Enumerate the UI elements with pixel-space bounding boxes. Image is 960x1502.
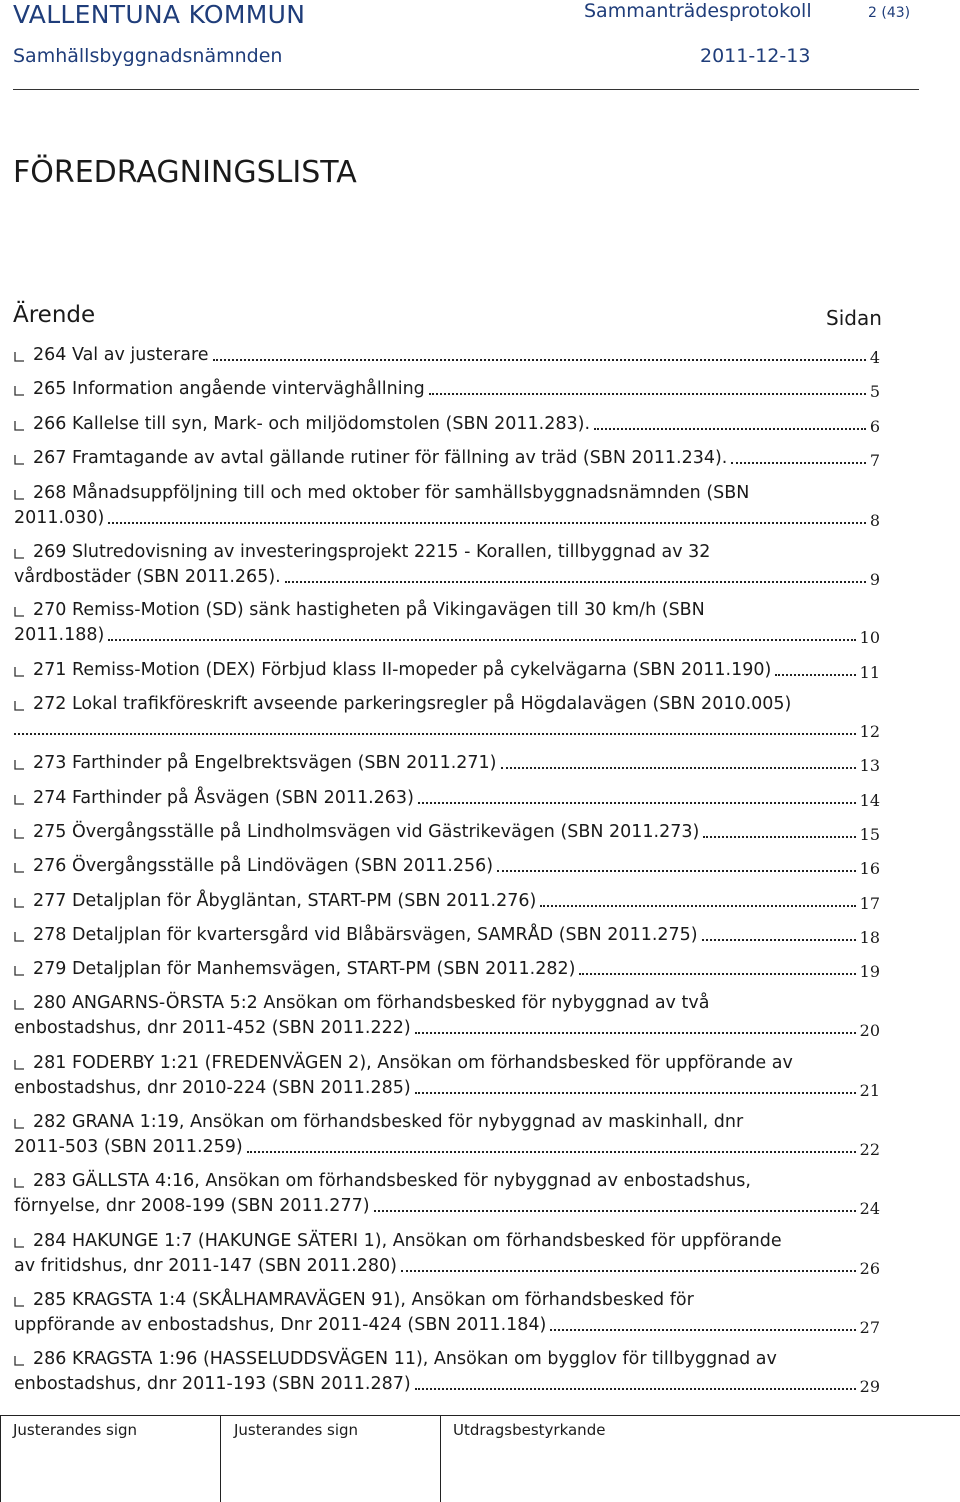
list-marker-icon [14,999,25,1010]
agenda-item-page: 5 [869,382,880,401]
agenda-item-title-continued: av fritidshus, dnr 2011-147 (SBN 2011.280) [14,1256,397,1276]
agenda-item[interactable] [14,853,880,879]
page-column-heading: Sidan [826,306,882,330]
agenda-item[interactable] [14,445,880,471]
list-marker-icon [14,351,25,362]
agenda-item-title: 269 Slutredovisning av investeringsprojekt 2215 - Korallen, tillbyggnad av 32 [33,542,711,562]
footer-divider [0,1415,960,1416]
agenda-item[interactable] [14,750,880,776]
agenda-item-title: 267 Framtagande av avtal gällande rutiner för fällning av träd (SBN 2011.234). [33,448,728,468]
list-marker-icon [14,454,25,465]
organization-name: VALLENTUNA KOMMUN [13,0,306,29]
agenda-item-page: 13 [859,756,880,775]
dot-leader [108,522,866,524]
agenda-item-page: 7 [869,451,880,470]
agenda-item-title: 282 GRANA 1:19, Ansökan om förhandsbesked för nybyggnad av maskinhall, dnr [33,1112,744,1132]
agenda-item-title-continued: 2011.030) [14,508,105,528]
list-marker-icon [14,666,25,677]
page-title: FÖREDRAGNINGSLISTA [13,155,357,190]
agenda-item[interactable] [14,819,880,845]
agenda-item-page: 17 [859,894,880,913]
extract-certification-label: Utdragsbestyrkande [453,1421,606,1439]
agenda-item-title-continued: uppförande av enbostadshus, Dnr 2011-424 (SBN 2011.184) [14,1315,547,1335]
dot-leader [497,870,856,872]
list-marker-icon [14,1177,25,1188]
list-marker-icon [14,606,25,617]
list-marker-icon [14,385,25,396]
dot-leader [429,393,866,395]
agenda-item[interactable] [14,1109,880,1161]
board-name: Samhällsbyggnadsnämnden [13,45,283,67]
dot-leader [374,1210,856,1212]
dot-leader [702,939,856,941]
list-marker-icon [14,1355,25,1366]
agenda-item-title: 264 Val av justerare [33,345,209,365]
list-marker-icon [14,1118,25,1129]
agenda-item-page: 6 [869,417,880,436]
agenda-item-title-continued: enbostadshus, dnr 2010-224 (SBN 2011.285) [14,1078,411,1098]
header-divider [13,89,919,90]
agenda-item-page: 22 [859,1140,880,1159]
footer-cell [0,1415,1,1502]
agenda-item-page: 4 [869,348,880,367]
agenda-item-title: 278 Detaljplan för kvartersgård vid Blåbärsvägen, SAMRÅD (SBN 2011.275) [33,925,698,945]
agenda-item-page: 20 [859,1021,880,1040]
agenda-item[interactable] [14,922,880,948]
document-type: Sammanträdesprotokoll [584,0,812,22]
agenda-item[interactable] [14,956,880,982]
dot-leader [415,1092,856,1094]
agenda-item-title-continued: förnyelse, dnr 2008-199 (SBN 2011.277) [14,1196,370,1216]
footer-cell [440,1415,441,1502]
agenda-item-title: 283 GÄLLSTA 4:16, Ansökan om förhandsbesked för nybyggnad av enbostadshus, [33,1171,751,1191]
page-number: 2 (43) [868,5,911,21]
agenda-item-title: 266 Kallelse till syn, Mark- och miljödomstolen (SBN 2011.283). [33,414,591,434]
agenda-item-page: 12 [859,722,880,741]
agenda-item-page: 21 [859,1081,880,1100]
list-marker-icon [14,931,25,942]
agenda-item[interactable] [14,888,880,914]
signature-footer [0,1415,960,1502]
dot-leader [285,581,866,583]
agenda-item-title: 285 KRAGSTA 1:4 (SKÅLHAMRAVÄGEN 91), Ansökan om förhandsbesked för [33,1290,694,1310]
dot-leader [540,905,856,907]
agenda-item-title: 279 Detaljplan för Manhemsvägen, START-PM (SBN 2011.282) [33,959,576,979]
agenda-item-page: 9 [869,570,880,589]
dot-leader [550,1329,856,1331]
agenda-item[interactable] [14,539,880,591]
agenda-item-title: 265 Information angående vinterväghållning [33,379,425,399]
agenda-item[interactable] [14,342,880,368]
dot-leader [418,802,856,804]
signature-label-2: Justerandes sign [234,1421,359,1439]
agenda-item-page: 26 [859,1259,880,1278]
dot-leader [415,1032,856,1034]
list-marker-icon [14,828,25,839]
meeting-date: 2011-12-13 [700,45,811,67]
agenda-item-page: 10 [859,628,880,647]
agenda-item-title-continued: 2011-503 (SBN 2011.259) [14,1137,243,1157]
dot-leader [594,428,866,430]
agenda-item-title: 284 HAKUNGE 1:7 (HAKUNGE SÄTERI 1), Ansökan om förhandsbesked för uppförande [33,1231,782,1251]
list-marker-icon [14,700,25,711]
footer-cell [220,1415,221,1502]
dot-leader [775,674,856,676]
dot-leader [731,462,866,464]
list-marker-icon [14,1296,25,1307]
agenda-item-page: 14 [859,791,880,810]
list-marker-icon [14,794,25,805]
agenda-item[interactable] [14,1346,880,1398]
agenda-item[interactable] [14,1050,880,1102]
agenda-item-title: 276 Övergångsställe på Lindövägen (SBN 2011.256) [33,856,494,876]
list-marker-icon [14,489,25,500]
list-marker-icon [14,548,25,559]
agenda-item-title: 268 Månadsuppföljning till och med oktober för samhällsbyggnadsnämnden (SBN [33,483,750,503]
agenda-item-title-continued: enbostadshus, dnr 2011-452 (SBN 2011.222) [14,1018,411,1038]
agenda-item-page: 18 [859,928,880,947]
dot-leader [703,836,856,838]
list-marker-icon [14,420,25,431]
list-marker-icon [14,862,25,873]
agenda-item-title: 270 Remiss-Motion (SD) sänk hastigheten på Vikingavägen till 30 km/h (SBN [33,600,705,620]
agenda-item-page: 29 [859,1377,880,1396]
agenda-item[interactable] [14,1287,880,1339]
dot-leader [213,359,866,361]
dot-leader [247,1151,856,1153]
agenda-item-page: 27 [859,1318,880,1337]
agenda-item-page: 15 [859,825,880,844]
agenda-item-title-continued: 2011.188) [14,625,105,645]
agenda-item[interactable] [14,990,880,1042]
list-marker-icon [14,1059,25,1070]
agenda-item-title: 286 KRAGSTA 1:96 (HASSELUDDSVÄGEN 11), Ansökan om bygglov för tillbyggnad av [33,1349,777,1369]
agenda-item-title-continued: enbostadshus, dnr 2011-193 (SBN 2011.287) [14,1374,411,1394]
list-marker-icon [14,965,25,976]
agenda-item-title: 280 ANGARNS-ÖRSTA 5:2 Ansökan om förhandsbesked för nybyggnad av två [33,993,710,1013]
agenda-item-title: 274 Farthinder på Åsvägen (SBN 2011.263) [33,788,414,808]
agenda-item[interactable] [14,376,880,402]
agenda-item-title: 277 Detaljplan för Åbygläntan, START-PM (SBN 2011.276) [33,891,537,911]
agenda-item-title: 272 Lokal trafikföreskrift avseende parkeringsregler på Högdalavägen (SBN 2010.005) [33,694,792,714]
agenda-item[interactable] [14,785,880,811]
agenda-item-page: 24 [859,1199,880,1218]
agenda-item-title: 275 Övergångsställe på Lindholmsvägen vid Gästrikevägen (SBN 2011.273) [33,822,700,842]
signature-label-1: Justerandes sign [13,1421,138,1439]
agenda-item-page: 16 [859,859,880,878]
agenda-item-title: 273 Farthinder på Engelbrektsvägen (SBN 2011.271) [33,753,497,773]
agenda-item-page: 11 [859,663,880,682]
dot-leader [401,1270,856,1272]
dot-leader [415,1388,856,1390]
agenda-item[interactable] [14,1228,880,1280]
dot-leader [501,767,856,769]
agenda-item[interactable] [14,691,880,743]
agenda-item[interactable] [14,1168,880,1220]
agenda-item[interactable] [14,597,880,649]
dot-leader [579,973,856,975]
agenda-item-title: 281 FODERBY 1:21 (FREDENVÄGEN 2), Ansökan om förhandsbesked för uppförande av [33,1053,793,1073]
agenda-item-page: 8 [869,511,880,530]
agenda-item[interactable] [14,657,880,683]
dot-leader [14,733,856,735]
list-marker-icon [14,759,25,770]
agenda-item-page: 19 [859,962,880,981]
agenda-item-title-continued: vårdbostäder (SBN 2011.265). [14,567,281,587]
matter-column-heading: Ärende [13,302,96,328]
list-marker-icon [14,1237,25,1248]
list-marker-icon [14,897,25,908]
agenda-item[interactable] [14,480,880,532]
agenda-item-title: 271 Remiss-Motion (DEX) Förbjud klass II-mopeder på cykelvägarna (SBN 2011.190) [33,660,772,680]
agenda-item[interactable] [14,411,880,437]
dot-leader [108,639,856,641]
